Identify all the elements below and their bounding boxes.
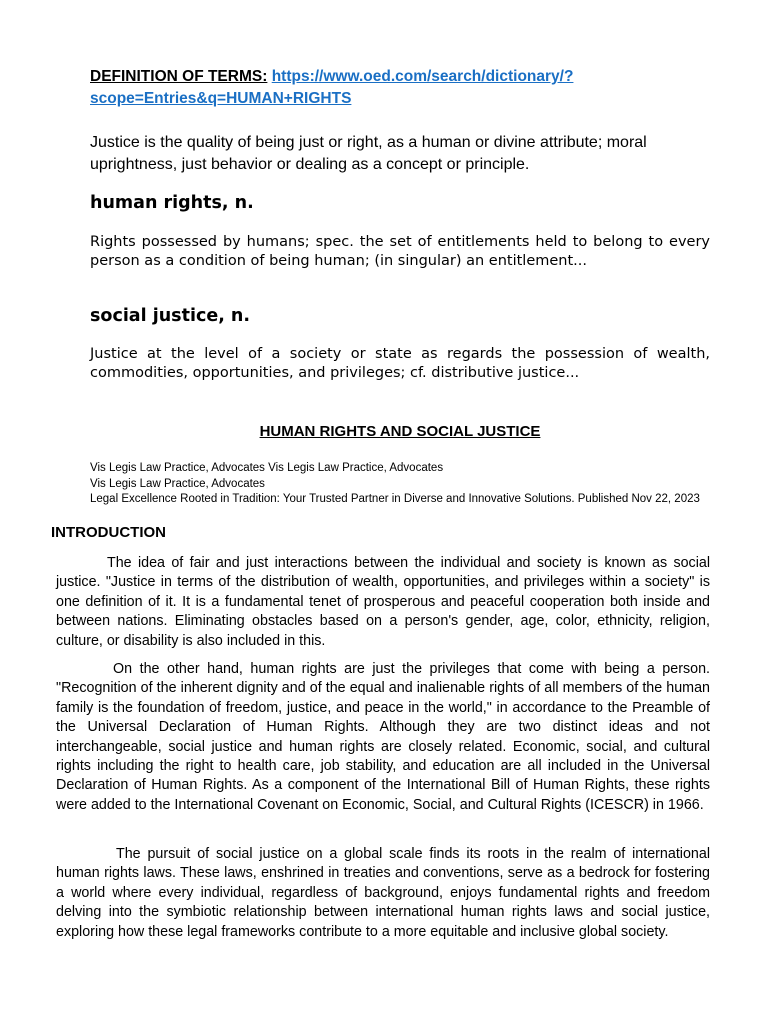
body-paragraph: The pursuit of social justice on a global scale finds its roots in the realm of international human rights laws. These laws, enshrined in treaties and conventions, serve as a bedrock for fostering a world where every individual, regardless of background, enjoys fundamental rights and freedom delving into the symbiotic relationship between international human rights laws and social justice, exploring how these legal frameworks contribute to a more equitable and inclusive global society. [56, 846, 710, 940]
term-title-human-rights: human rights, n. [90, 193, 254, 213]
introduction-heading: INTRODUCTION [51, 524, 166, 541]
byline-line: Vis Legis Law Practice, Advocates [90, 477, 265, 490]
article-byline [90, 461, 730, 508]
oed-source-link[interactable]: https://www.oed.com/search/dictionary/?scope=Entries&q=HUMAN+RIGHTS [90, 68, 574, 107]
body-paragraph: The idea of fair and just interactions between the individual and society is known as social justice. "Justice in terms of the distribution of wealth, opportunities, and privileges within a society" is one definition of it. It is a fundamental tenet of prosperous and peaceful cooperation both inside and between nations. Eliminating obstacles based on a person's gender, age, color, ethnicity, religion, culture, or disability is also included in this. [56, 555, 710, 649]
term-body-human-rights: Rights possessed by humans; spec. the set of entitlements held to belong to every person as a condition of being human; (in singular) an entitlement... [90, 234, 710, 269]
article-title: HUMAN RIGHTS AND SOCIAL JUSTICE [259, 423, 541, 440]
definitions-heading [90, 66, 710, 110]
term-title-social-justice: social justice, n. [90, 306, 251, 326]
definitions-heading-label: DEFINITION OF TERMS: [90, 68, 268, 85]
term-body-social-justice: Justice at the level of a society or state as regards the possession of wealth, commodities, opportunities, and privileges; cf. distributive justice... [90, 346, 710, 381]
byline-line: Vis Legis Law Practice, Advocates Vis Legis Law Practice, Advocates [90, 462, 444, 474]
justice-definition: Justice is the quality of being just or right, as a human or divine attribute; moral uprightness, just behavior or dealing as a concept or principle. [90, 134, 647, 173]
body-paragraph: On the other hand, human rights are just the privileges that come with being a person. "Recognition of the inherent dignity and of the equal and inalienable rights of all members of the human family is the foundation of freedom, justice, and peace in the world," in accordance to the Preamble of the Universal Declaration of Human Rights. Although they are two distinct ideas and not interchangeable, social justice and human rights are closely related. Economic, social, and cultural rights including the right to health care, job stability, and education are all included in the Universal Declaration of Human Rights. As a component of the International Bill of Human Rights, these rights were added to the International Covenant on Economic, Social, and Cultural Rights (ICESCR) in 1966. [56, 661, 710, 813]
byline-line: Legal Excellence Rooted in Tradition: Your Trusted Partner in Diverse and Innovative Solutions. Published Nov 22, 2023 [90, 493, 700, 505]
